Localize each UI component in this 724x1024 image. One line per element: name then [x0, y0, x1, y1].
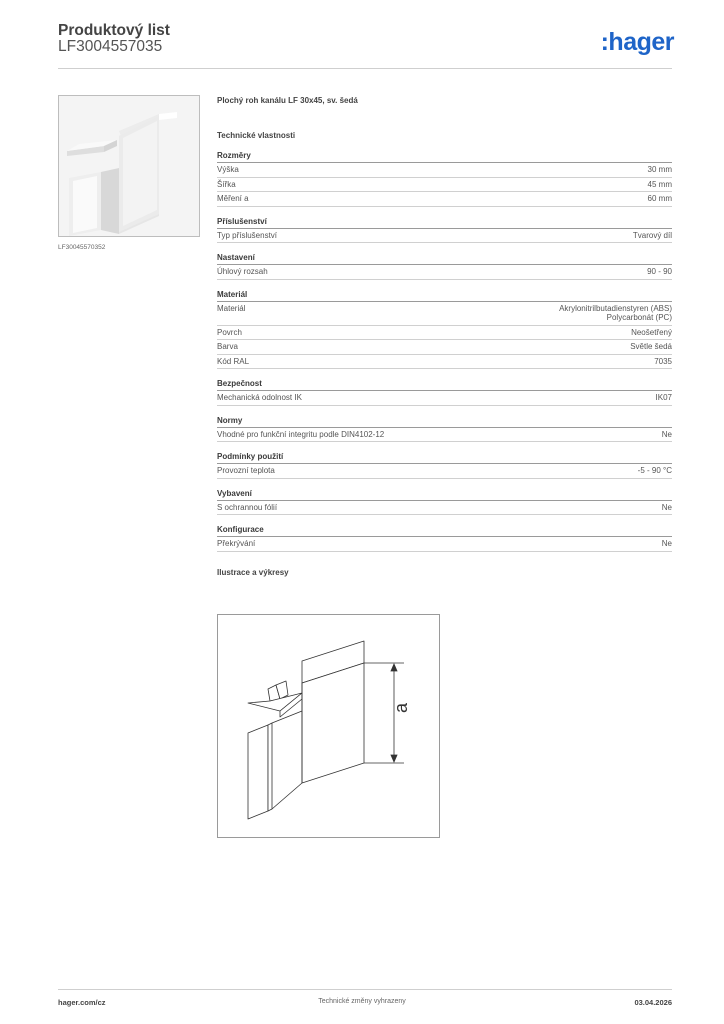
spec-groups — [217, 151, 672, 552]
spec-label: Typ příslušenství — [217, 230, 278, 240]
spec-label: Provozní teplota — [217, 466, 275, 475]
illustration-heading: Ilustrace a výkresy — [217, 567, 289, 577]
technical-drawing-image — [218, 615, 439, 837]
spec-row — [217, 391, 672, 406]
dimension-label: a — [391, 702, 411, 713]
tech-heading: Technické vlastnosti — [217, 131, 296, 140]
spec-row — [217, 501, 672, 516]
spec-value: Akrylonitrilbutadienstyren (ABS) Polycarbonát (PC) — [559, 303, 672, 322]
spec-row — [217, 340, 672, 355]
spec-label: Povrch — [217, 327, 242, 337]
spec-value: 60 mm — [647, 194, 672, 203]
spec-row — [217, 428, 672, 443]
spec-group-title: Bezpečnost — [217, 379, 672, 391]
spec-group-title: Nastavení — [217, 253, 672, 265]
spec-value: 90 - 90 — [647, 267, 672, 276]
spec-label: Úhlový rozsah — [217, 267, 268, 276]
spec-value: 45 mm — [647, 179, 672, 189]
header-divider — [58, 68, 672, 69]
spec-group — [217, 253, 672, 280]
spec-group — [217, 489, 672, 516]
spec-value: 30 mm — [647, 165, 672, 174]
spec-row — [217, 355, 672, 370]
spec-label: Šířka — [217, 179, 236, 189]
spec-group — [217, 151, 672, 207]
spec-row — [217, 302, 672, 326]
spec-row — [217, 192, 672, 207]
product-photo-image — [59, 96, 199, 236]
spec-value: Světle šedá — [630, 342, 672, 351]
spec-row — [217, 163, 672, 178]
product-photo — [58, 95, 200, 237]
spec-label: Vhodné pro funkční integritu podle DIN4102-12 — [217, 429, 385, 439]
footer-date: 03.04.2026 — [634, 998, 672, 1007]
spec-group-title: Podmínky použití — [217, 452, 672, 464]
specifications — [217, 95, 672, 577]
spec-label: Překrývání — [217, 539, 256, 548]
spec-group-title: Vybavení — [217, 489, 672, 501]
spec-group — [217, 452, 672, 479]
footer-website[interactable]: hager.com/cz — [58, 998, 106, 1007]
spec-label: Barva — [217, 342, 238, 351]
spec-group — [217, 290, 672, 370]
spec-value: 7035 — [654, 356, 672, 366]
spec-value: Ne — [661, 429, 672, 439]
photo-caption: LF30045570352 — [58, 244, 106, 251]
spec-group — [217, 416, 672, 443]
spec-group-title: Normy — [217, 416, 672, 428]
spec-group — [217, 525, 672, 552]
page-title: Produktový list — [58, 22, 170, 39]
spec-row — [217, 537, 672, 552]
spec-value: Ne — [661, 502, 672, 512]
spec-row — [217, 464, 672, 479]
spec-label: Materiál — [217, 303, 246, 313]
hager-logo: :hager — [600, 28, 674, 56]
spec-label: Výška — [217, 165, 239, 174]
spec-group-title: Konfigurace — [217, 525, 672, 537]
spec-row — [217, 265, 672, 280]
footer-divider — [58, 989, 672, 990]
spec-value: Neošetřený — [631, 327, 672, 337]
spec-group — [217, 379, 672, 406]
product-code: LF3004557035 — [58, 38, 163, 55]
spec-value: -5 - 90 °C — [637, 466, 672, 475]
technical-drawing — [217, 614, 440, 838]
spec-row — [217, 229, 672, 244]
spec-row — [217, 178, 672, 193]
spec-group-title: Příslušenství — [217, 217, 672, 229]
spec-value: Ne — [661, 539, 672, 548]
spec-group-title: Rozměry — [217, 151, 672, 163]
spec-label: Měření a — [217, 194, 249, 203]
spec-label: Mechanická odolnost IK — [217, 393, 302, 402]
spec-value: IK07 — [655, 393, 672, 402]
spec-group — [217, 217, 672, 244]
spec-row — [217, 326, 672, 341]
product-name: Plochý roh kanálu LF 30x45, sv. šedá — [217, 96, 358, 105]
spec-label: Kód RAL — [217, 356, 250, 366]
spec-group-title: Materiál — [217, 290, 672, 302]
spec-value: Tvarový díl — [632, 230, 672, 240]
footer-notice: Technické změny vyhrazeny — [318, 998, 406, 1005]
spec-label: S ochrannou fólií — [217, 502, 278, 512]
